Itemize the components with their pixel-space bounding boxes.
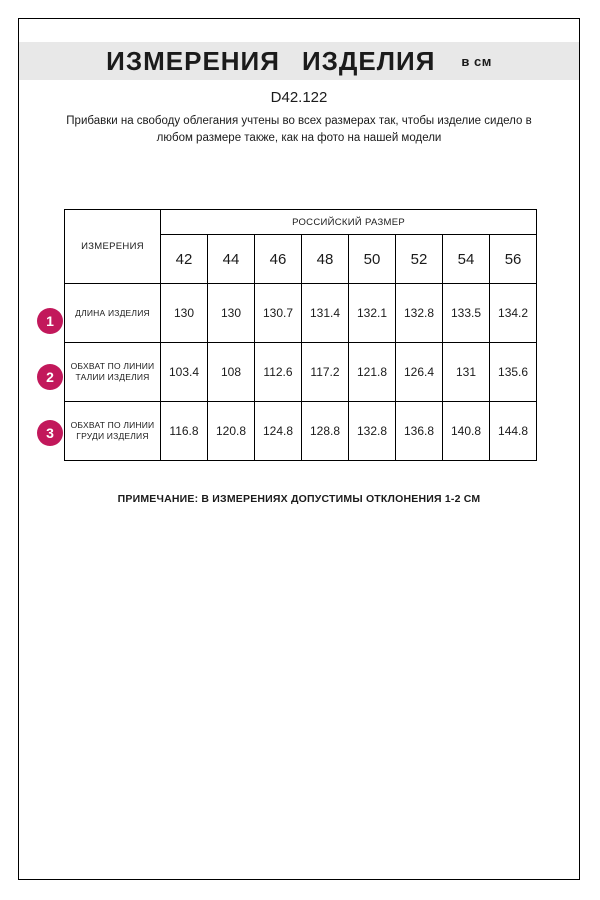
row-label: ДЛИНА ИЗДЕЛИЯ [65, 284, 161, 343]
measurement-value: 132.8 [396, 284, 443, 343]
size-header: 54 [443, 235, 490, 284]
measurement-value: 135.6 [490, 343, 537, 402]
measurement-value: 131.4 [302, 284, 349, 343]
table-row [65, 284, 537, 343]
measurement-value: 116.8 [161, 402, 208, 461]
measurement-value: 136.8 [396, 402, 443, 461]
title-product: ИЗДЕЛИЯ [301, 45, 436, 76]
table-row [65, 402, 537, 461]
measurement-value: 124.8 [255, 402, 302, 461]
measurement-value: 121.8 [349, 343, 396, 402]
row-label: ОБХВАТ ПО ЛИНИИ ГРУДИ ИЗДЕЛИЯ [65, 402, 161, 461]
measurement-value: 130 [161, 284, 208, 343]
size-header: 50 [349, 235, 396, 284]
title-unit: в см [461, 53, 492, 69]
measurement-value: 131 [443, 343, 490, 402]
measurement-value: 126.4 [396, 343, 443, 402]
measurement-value: 112.6 [255, 343, 302, 402]
table-row [65, 343, 537, 402]
measurement-value: 130.7 [255, 284, 302, 343]
measurement-value: 132.1 [349, 284, 396, 343]
intro-note: Прибавки на свободу облегания учтены во всех размерах так, чтобы изделие сидело в любом размере также, как на фото на нашей модели [66, 115, 532, 144]
footer-note: ПРИМЕЧАНИЕ: В ИЗМЕРЕНИЯХ ДОПУСТИМЫ ОТКЛОНЕНИЯ 1-2 СМ [117, 493, 481, 505]
bullet-marker-3: 3 [37, 420, 63, 446]
row-label: ОБХВАТ ПО ЛИНИИ ТАЛИИ ИЗДЕЛИЯ [65, 343, 161, 402]
measurement-value: 120.8 [208, 402, 255, 461]
title-measurements: ИЗМЕРЕНИЯ [106, 45, 280, 76]
bullet-marker-2: 2 [37, 364, 63, 390]
table-group-header-row [65, 210, 537, 235]
measurement-value: 140.8 [443, 402, 490, 461]
measurement-value: 108 [208, 343, 255, 402]
measurement-sheet [18, 18, 580, 880]
measurement-value: 132.8 [349, 402, 396, 461]
header-title-row [19, 42, 579, 80]
bullet-marker-1: 1 [37, 308, 63, 334]
size-header: 46 [255, 235, 302, 284]
measurement-value: 144.8 [490, 402, 537, 461]
size-header: 42 [161, 235, 208, 284]
size-header: 44 [208, 235, 255, 284]
size-header: 56 [490, 235, 537, 284]
measurement-value: 133.5 [443, 284, 490, 343]
measurement-value: 134.2 [490, 284, 537, 343]
measurement-value: 128.8 [302, 402, 349, 461]
product-code: D42.122 [270, 89, 328, 106]
size-header: 48 [302, 235, 349, 284]
measurements-table [64, 209, 537, 461]
corner-header: ИЗМЕРЕНИЯ [65, 210, 161, 284]
measurement-value: 117.2 [302, 343, 349, 402]
measurement-value: 130 [208, 284, 255, 343]
measurement-value: 103.4 [161, 343, 208, 402]
size-header: 52 [396, 235, 443, 284]
group-header: РОССИЙСКИЙ РАЗМЕР [161, 210, 537, 235]
